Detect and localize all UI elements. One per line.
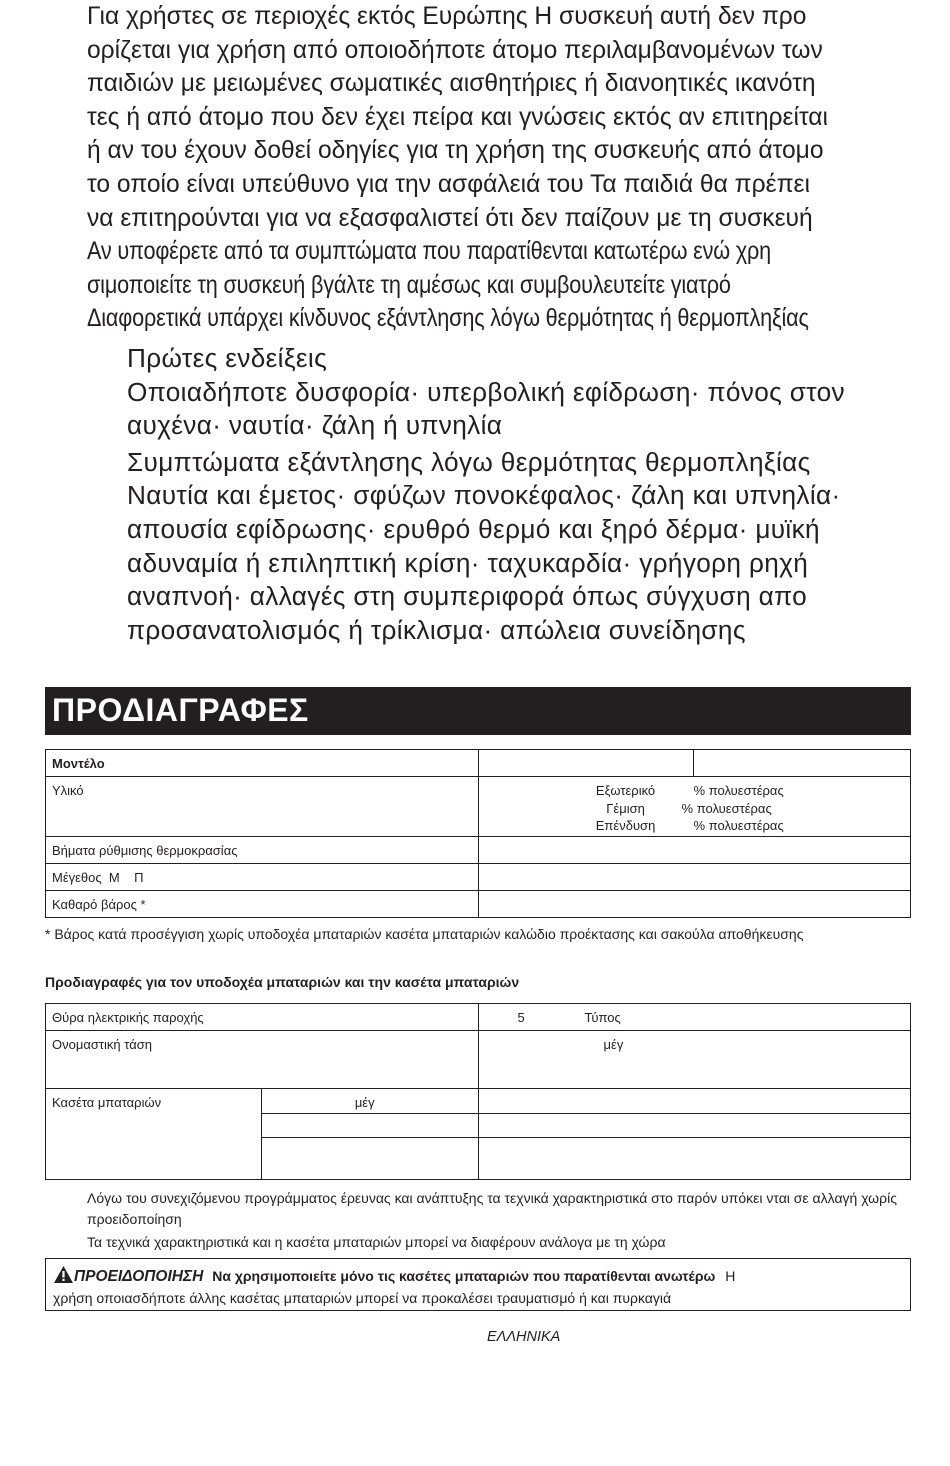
intro-line: παιδιών με μειωμένες σωματικές αισθητήριες ή διανοητικές ικανότη	[87, 70, 816, 98]
battery-specifications-table	[45, 1003, 911, 1180]
specifications-table	[45, 749, 911, 918]
intro-line: το οποίο είναι υπεύθυνο για την ασφάλειά του Τα παιδιά θα πρέπει	[87, 170, 810, 198]
table-row	[46, 1031, 911, 1089]
warning-box	[45, 1258, 911, 1311]
symptom-line: Οποιαδήποτε δυσφορία· υπερβολική εφίδρωση· πόνος στον	[127, 376, 845, 407]
material-fill-label: Γέμιση	[606, 800, 645, 816]
intro-line: ορίζεται για χρήση από οποιοδήποτε άτομο περιλαμβανομένων των	[87, 36, 823, 64]
power-port-type: Τύπος	[584, 1010, 621, 1025]
warning-triangle-icon	[53, 1265, 74, 1284]
condition-line: Διαφορετικά υπάρχει κίνδυνος εξάντλησης λόγω θερμότητας ή θερμοπληξίας	[87, 305, 809, 333]
rated-voltage-label: Ονομαστική τάση	[46, 1031, 479, 1089]
temp-steps-value-cell	[478, 837, 910, 864]
warning-label: ΠΡΟΕΙΔΟΠΟΙΗΣΗ	[74, 1268, 204, 1285]
warning-bold-text: Να χρησιμοποιείτε μόνο τις κασέτες μπαταριών που παρατίθενται ανωτέρω	[212, 1268, 716, 1284]
table-row	[46, 777, 911, 837]
material-value-cell	[478, 777, 910, 837]
power-port-label: Θύρα ηλεκτρικής παροχής	[46, 1004, 479, 1031]
table-row	[46, 750, 911, 777]
model-label: Μοντέλο	[46, 750, 479, 777]
size-value-cell	[478, 864, 910, 891]
intro-line: να επιτηρούνται για να εξασφαλιστεί ότι δεν παίζουν με τη συσκευή	[87, 204, 813, 232]
intro-line: ή αν του έχουν δοθεί οδηγίες για τη χρήση της συσκευής από άτομο	[87, 137, 824, 165]
power-port-value-cell	[478, 1004, 910, 1031]
battery-spec-heading: Προδιαγραφές για τον υποδοχέα μπαταριών και την κασέτα μπαταριών	[45, 974, 520, 990]
rated-voltage-value-cell	[478, 1031, 910, 1089]
battery-value-cell	[261, 1089, 478, 1114]
intro-line: Για χρήστες σε περιοχές εκτός Ευρώπης Η συσκευή αυτή δεν προ	[87, 3, 807, 30]
intro-section	[87, 0, 917, 336]
symptom-line: Ναυτία και έμετος· σφύζων πονοκέφαλος· ζάλη και υπνηλία·	[127, 480, 841, 511]
table-row	[46, 837, 911, 864]
symptoms-section	[127, 342, 927, 647]
intro-line: τες ή από άτομο που δεν έχει πείρα και γνώσεις εκτός αν επιτηρείται	[87, 103, 828, 131]
size-label: Μέγεθος Μ Π	[46, 864, 479, 891]
weight-footnote: * Βάρος κατά προσέγγιση χωρίς υποδοχέα μπαταριών κασέτα μπαταριών καλώδιο προέκτασης και σακούλα αποθήκευσης	[45, 926, 804, 942]
temp-steps-label: Βήματα ρύθμισης θερμοκρασίας	[46, 837, 479, 864]
material-lining-label: Επένδυση	[595, 818, 656, 833]
specifications-title: ΠΡΟΔΙΑΓΡΑΦΕΣ	[52, 692, 309, 728]
material-lining-value: % πολυεστέρας	[693, 818, 784, 833]
spec-region-note: Τα τεχνικά χαρακτηριστικά και η κασέτα μπαταριών μπορεί να διαφέρουν ανάλογα με τη χώρα	[87, 1234, 666, 1250]
model-value-cell	[478, 750, 694, 777]
material-label: Υλικό	[46, 777, 479, 837]
material-fill-value: % πολυεστέρας	[681, 800, 772, 816]
table-row	[46, 1089, 911, 1114]
symptom-line: προσανατολισμός ή τρίκλισμα· απώλεια συνείδησης	[127, 614, 746, 645]
heat-exhaustion-heading: Συμπτώματα εξάντλησης λόγω θερμότητας θερμοπληξίας	[127, 446, 811, 477]
condition-line: σιμοποιείτε τη συσκευή βγάλτε τη αμέσως και συμβουλευτείτε γιατρό	[87, 271, 731, 299]
condition-line: Αν υποφέρετε από τα συμπτώματα που παρατίθενται κατωτέρω ενώ χρη	[87, 238, 772, 266]
table-row	[46, 864, 911, 891]
heat-exhaustion-block	[127, 446, 927, 648]
specifications-header	[45, 687, 911, 735]
net-weight-value-cell	[478, 891, 910, 918]
spec-change-note: Λόγω του συνεχιζόμενου προγράμματος έρευνας και ανάπτυξης τα τεχνικά χαρακτηριστικά στο παρόν υπόκει νται σε αλλαγή χωρίς προειδοποίηση	[87, 1190, 897, 1227]
first-signs-heading: Πρώτες ενδείξεις	[127, 343, 328, 373]
table-row	[46, 891, 911, 918]
net-weight-label: Καθαρό βάρος *	[46, 891, 479, 918]
symptom-line: αυχένα· ναυτία· ζάλη ή υπνηλία	[127, 410, 503, 441]
symptom-line: αναπνοή· αλλαγές στη συμπεριφορά όπως σύγχυση απο	[127, 581, 808, 612]
symptom-line: αδυναμία ή επιληπτική κρίση· ταχυκαρδία· γρήγορη ρηχή	[127, 547, 809, 578]
battery-extra-cell	[478, 1089, 910, 1114]
symptom-line: απουσία εφίδρωσης· ερυθρό θερμό και ξηρό δέρμα· μυϊκή	[127, 513, 820, 544]
battery-extra-cell	[478, 1114, 910, 1138]
rated-voltage-value: μέγ	[603, 1037, 624, 1052]
table-row	[46, 1004, 911, 1031]
power-port-value: 5	[517, 1010, 525, 1025]
first-signs-block	[127, 342, 927, 443]
material-outer-label: Εξωτερικό	[595, 783, 656, 798]
battery-value-cell	[261, 1114, 478, 1138]
battery-extra-cell	[478, 1138, 910, 1180]
model-value-cell	[694, 750, 911, 777]
battery-value-cell	[261, 1138, 478, 1180]
battery-label: Κασέτα μπαταριών	[46, 1089, 262, 1180]
language-footer: ΕΛΛΗΝΙΚΑ	[487, 1329, 561, 1345]
warning-text: χρήση οποιασδήποτε άλλης κασέτας μπαταριών μπορεί να προκαλέσει τραυματισμό ή και πυρκαγιά	[53, 1290, 672, 1306]
material-outer-value: % πολυεστέρας	[693, 783, 784, 798]
battery-value: μέγ	[354, 1095, 375, 1110]
warning-text-start: Η	[725, 1268, 736, 1284]
